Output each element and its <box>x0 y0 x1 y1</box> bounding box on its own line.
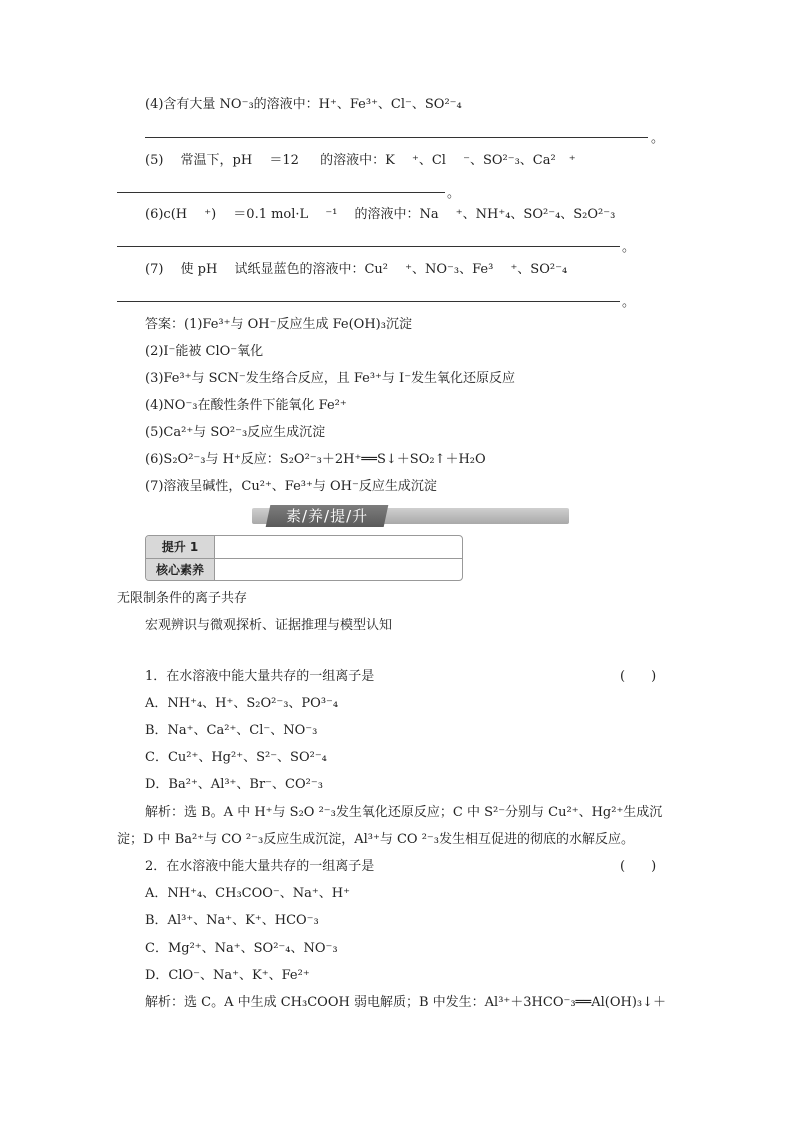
question-1-analysis-line-2: 淀；D 中 Ba²⁺与 CO ²⁻₃反应生成沉淀，Al³⁺与 CO ²⁻₃发生相互促进的彻底的水解反应。 <box>117 832 634 847</box>
tag-value-2 <box>214 559 462 581</box>
period-6: 。 <box>622 240 636 255</box>
item-6: (6)c(H ⁺) ＝0.1 mol·L ⁻¹ 的溶液中：Na ⁺、NH⁺₄、SO²⁻₄、S₂O²⁻₃ <box>145 207 616 222</box>
answer-line-5: (5)Ca²⁺与 SO²⁻₃反应生成沉淀 <box>145 425 326 440</box>
section-heading: 无限制条件的离子共存 <box>117 591 248 606</box>
section-subheading: 宏观辨识与微观探析、证据推理与模型认知 <box>145 618 393 633</box>
question-2-stem: 2．在水溶液中能大量共存的一组离子是 <box>145 859 375 874</box>
answer-line-4: (4)NO⁻₃在酸性条件下能氧化 Fe²⁺ <box>145 398 347 413</box>
tag-label-2: 核心素养 <box>146 559 214 581</box>
question-2-analysis-line-1: 解析：选 C。A 中生成 CH₃COOH 弱电解质；B 中发生：Al³⁺＋3HCO⁻₃══Al(OH)₃↓＋ <box>145 995 666 1010</box>
answer-line-6: (6)S₂O²⁻₃与 H⁺反应：S₂O²⁻₃＋2H⁺══S↓＋SO₂↑＋H₂O <box>145 452 486 467</box>
question-2-option-b: B．Al³⁺、Na⁺、K⁺、HCO⁻₃ <box>145 913 319 928</box>
tag-value-1 <box>214 536 462 558</box>
question-1-option-b: B．Na⁺、Ca²⁺、Cl⁻、NO⁻₃ <box>145 723 318 738</box>
tag-label-1: 提升 1 <box>146 536 214 558</box>
question-2-option-c: C．Mg²⁺、Na⁺、SO²⁻₄、NO⁻₃ <box>145 941 338 956</box>
question-1-stem: 1．在水溶液中能大量共存的一组离子是 <box>145 669 375 684</box>
question-2-answer-bracket: ( ) <box>620 859 657 874</box>
period-7: 。 <box>622 295 636 310</box>
tag-box <box>145 535 463 581</box>
answer-blank-6 <box>117 246 620 247</box>
answer-blank-4 <box>145 137 648 138</box>
question-1-analysis-line-1: 解析：选 B。A 中 H⁺与 S₂O ²⁻₃发生氧化还原反应；C 中 S²⁻分别与 Cu²⁺、Hg²⁺生成沉 <box>145 805 663 820</box>
item-4: (4)含有大量 NO⁻₃的溶液中：H⁺、Fe³⁺、Cl⁻、SO²⁻₄ <box>145 97 462 112</box>
answer-line-2: (2)I⁻能被 ClO⁻氧化 <box>145 344 264 359</box>
answer-blank-7 <box>117 301 620 302</box>
question-1-option-c: C．Cu²⁺、Hg²⁺、S²⁻、SO²⁻₄ <box>145 750 327 765</box>
question-2-option-d: D．ClO⁻、Na⁺、K⁺、Fe²⁺ <box>145 968 310 983</box>
item-7: (7) 使 pH 试纸显蓝色的溶液中：Cu² ⁺、NO⁻₃、Fe³ ⁺、SO²⁻₄ <box>145 262 568 277</box>
period-4: 。 <box>651 131 665 146</box>
section-banner-title: 素/养/提/升 <box>266 505 389 527</box>
question-1-option-d: D．Ba²⁺、Al³⁺、Br⁻、CO²⁻₃ <box>145 777 323 792</box>
period-5: 。 <box>447 186 461 201</box>
question-2-option-a: A．NH⁺₄、CH₃COO⁻、Na⁺、H⁺ <box>145 886 350 901</box>
question-1-answer-bracket: ( ) <box>620 669 657 684</box>
item-5: (5) 常温下，pH ＝12 的溶液中：K ⁺、Cl ⁻、SO²⁻₃、Ca² ⁺ <box>145 153 576 168</box>
answer-line-1: 答案：(1)Fe³⁺与 OH⁻反应生成 Fe(OH)₃沉淀 <box>145 317 412 332</box>
question-1-option-a: A．NH⁺₄、H⁺、S₂O²⁻₃、PO³⁻₄ <box>145 696 339 711</box>
answer-blank-5 <box>117 192 445 193</box>
answer-line-7: (7)溶液呈碱性，Cu²⁺、Fe³⁺与 OH⁻反应生成沉淀 <box>145 479 437 494</box>
answer-line-3: (3)Fe³⁺与 SCN⁻发生络合反应，且 Fe³⁺与 I⁻发生氧化还原反应 <box>145 371 516 386</box>
